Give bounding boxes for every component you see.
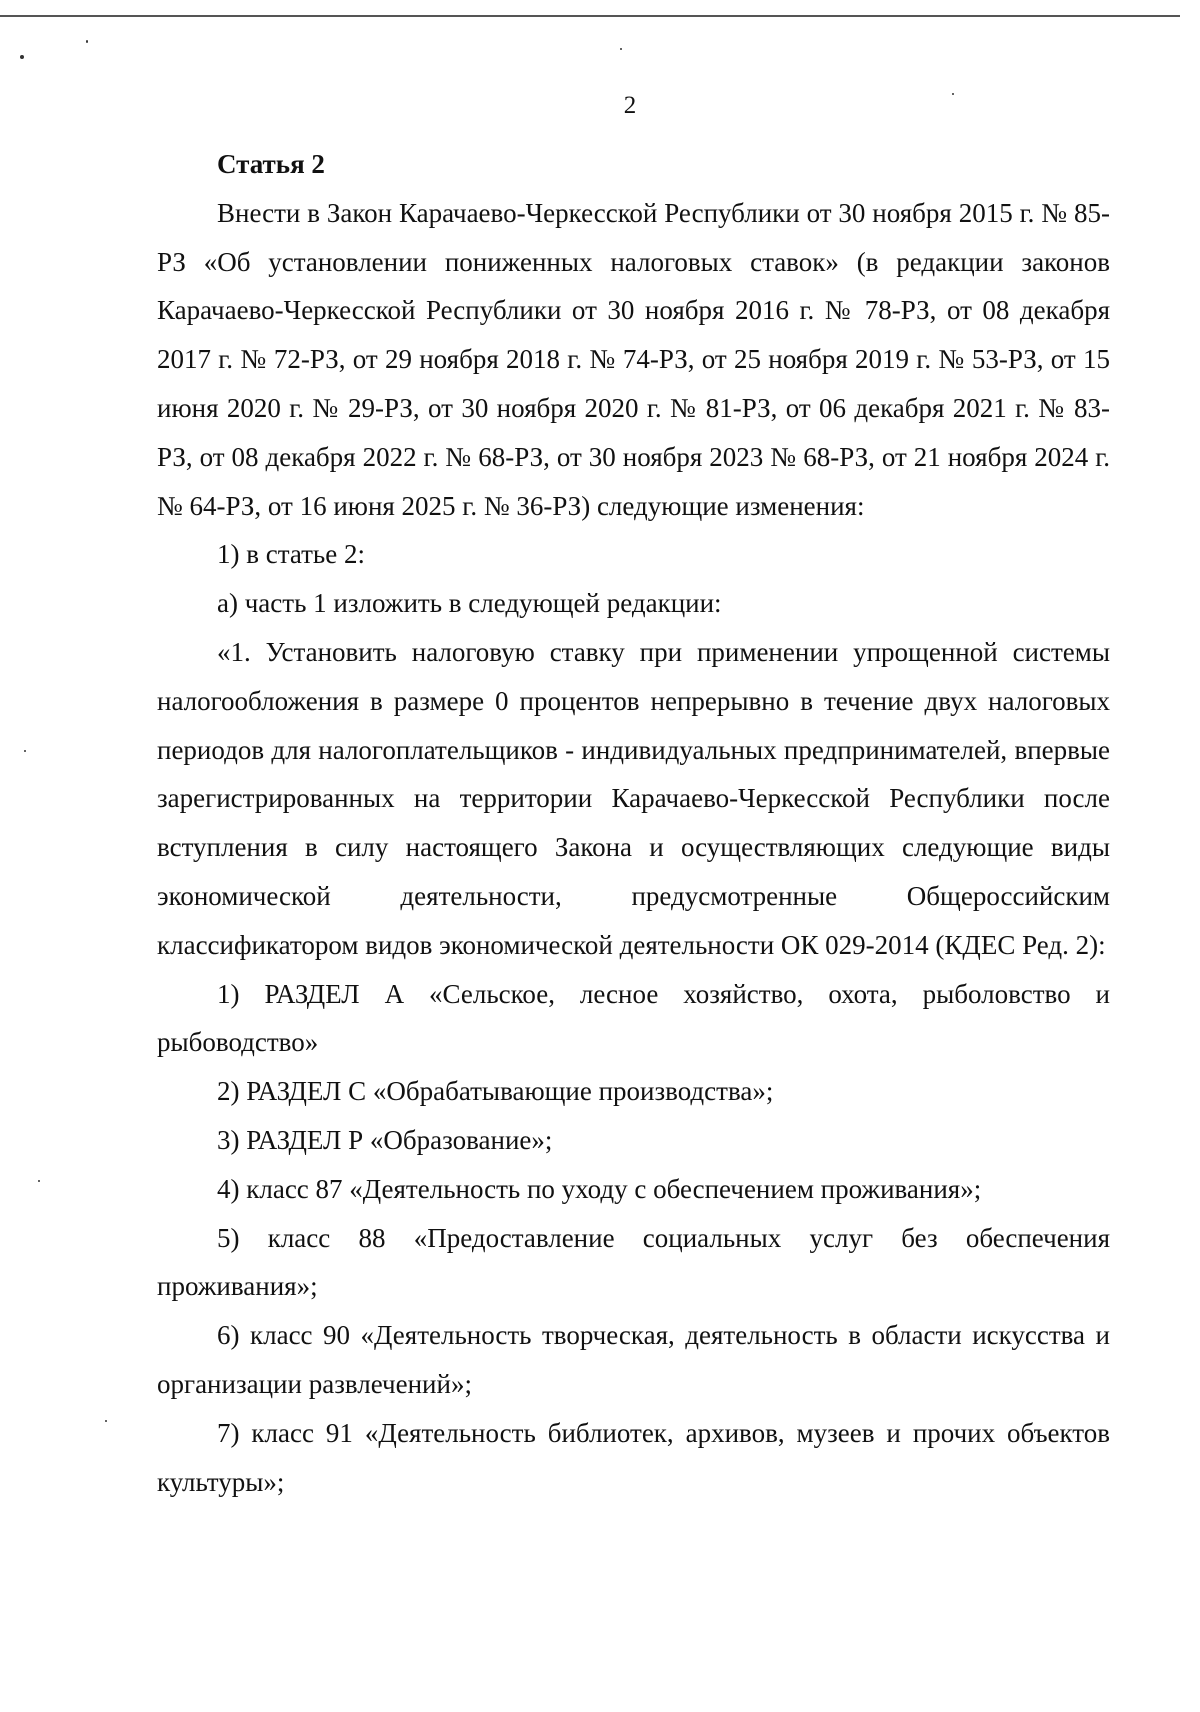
paragraph-amendment-intro: Внести в Закон Карачаево-Черкесской Республики от 30 ноября 2015 г. № 85-РЗ «Об установлении пониженных налоговых ставок» (в редакции законов Карачаево-Черкесской Республики от 30 ноября 2016 г. № 78-РЗ, от 08 декабря 2017 г. № 72-РЗ, от 29 ноября 2018 г. № 74-РЗ, от 25 ноября 2019 г. № 53-РЗ, от 15 июня 2020 г. № 29-РЗ, от 30 ноября 2020 г. № 81-РЗ, от 06 декабря 2021 г. № 83-РЗ, от 08 декабря 2022 г. № 68-РЗ, от 30 ноября 2023 № 68-РЗ, от 21 ноября 2024 г. № 64-РЗ, от 16 июня 2025 г. № 36-РЗ) следующие изменения:	[157, 197, 1110, 521]
article-heading: Статья 2	[217, 149, 325, 179]
list-item: 5) класс 88 «Предоставление социальных услуг без обеспечения проживания»;	[157, 1222, 1110, 1302]
paragraph-new-part-1: «1. Установить налоговую ставку при применении упрощенной системы налогообложения в размере 0 процентов непрерывно в течение двух налоговых периодов для налогоплательщиков - индивидуальных предпринимателей, впервые зарегистрированных на территории Карачаево-Черкесской Республики после вступления в силу настоящего Закона и осуществляющих следующие виды экономической деятельности, предусмотренные Общероссийским классификатором видов экономической деятельности ОК 029-2014 (КДЕС Ред. 2):	[157, 636, 1110, 960]
list-item: 7) класс 91 «Деятельность библиотек, архивов, музеев и прочих объектов культуры»;	[157, 1417, 1110, 1497]
document-body	[157, 140, 1110, 1506]
scan-top-border-line	[0, 15, 1180, 17]
paragraph-item: а) часть 1 изложить в следующей редакции:	[217, 588, 722, 619]
scan-speck	[38, 1180, 40, 1182]
list-item: 6) класс 90 «Деятельность творческая, деятельность в области искусства и организации развлечений»;	[157, 1320, 1110, 1399]
paragraph-item: 1) в статье 2:	[217, 539, 365, 570]
scan-speck	[86, 40, 88, 43]
list-item: 2) РАЗДЕЛ С «Обрабатывающие производства»;	[217, 1076, 774, 1107]
list-item: 3) РАЗДЕЛ Р «Образование»;	[217, 1124, 553, 1155]
scan-speck	[105, 1420, 107, 1422]
list-item: 1) РАЗДЕЛ А «Сельское, лесное хозяйство, охота, рыболовство и рыбоводство»	[157, 978, 1110, 1058]
scan-speck	[20, 55, 24, 59]
scan-speck	[24, 750, 26, 752]
page-number: 2	[623, 92, 637, 119]
scan-speck	[620, 48, 622, 50]
list-item: 4) класс 87 «Деятельность по уходу с обеспечением проживания»;	[217, 1173, 982, 1204]
